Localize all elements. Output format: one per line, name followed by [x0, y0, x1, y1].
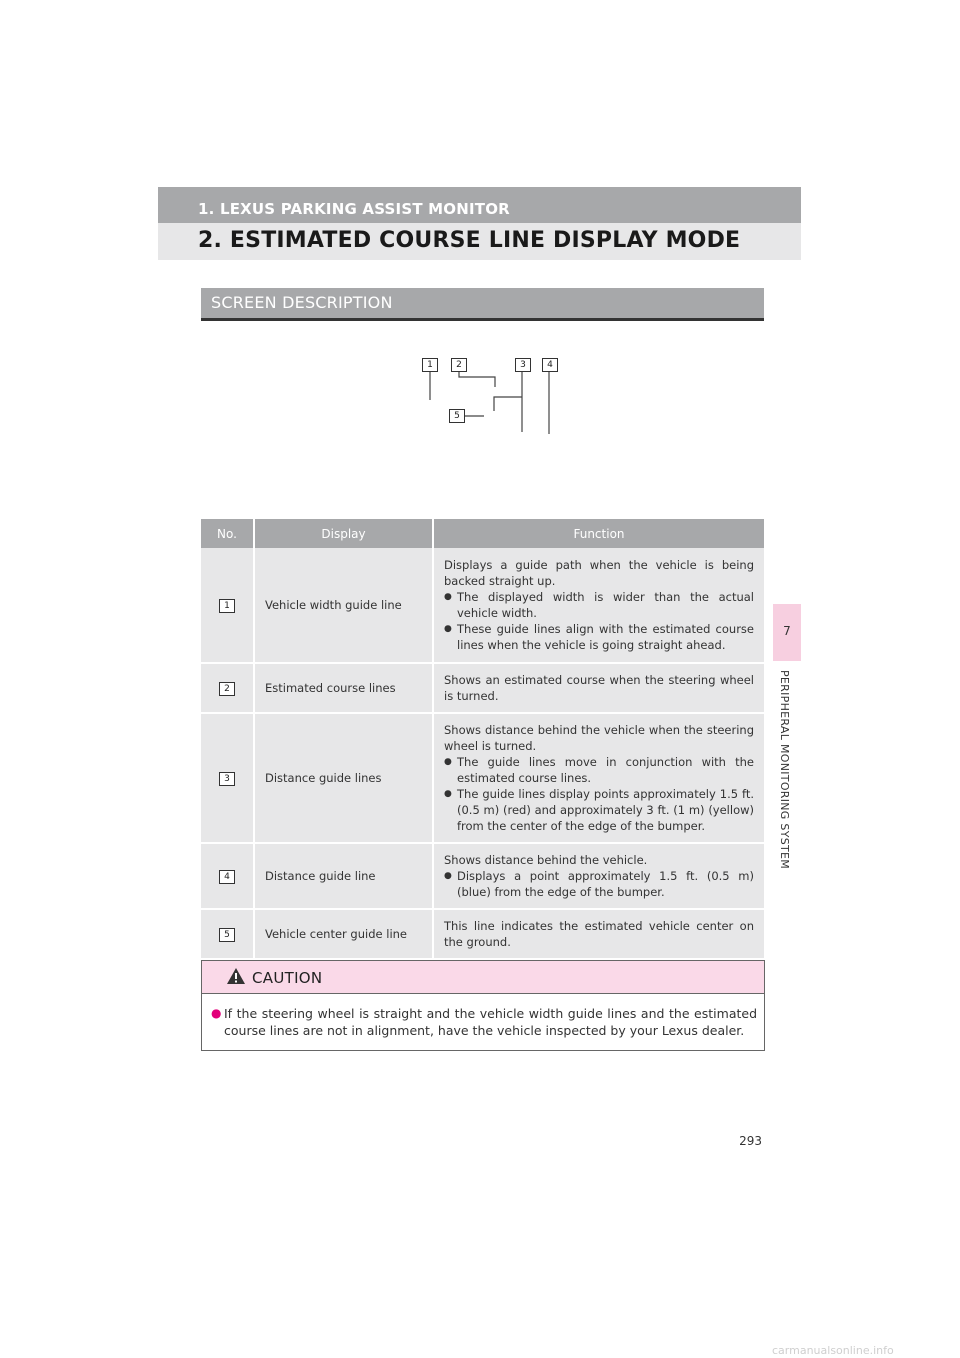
row-number-badge: 5 — [219, 928, 235, 942]
row-number-badge: 2 — [219, 682, 235, 696]
row-display: Distance guide line — [254, 843, 433, 909]
row-number-badge: 3 — [219, 772, 235, 786]
caution-bullet-icon: ● — [211, 1006, 222, 1020]
callout-4: 4 — [542, 358, 558, 372]
header-no: No. — [201, 519, 254, 548]
row-display: Estimated course lines — [254, 663, 433, 713]
page-number: 293 — [739, 1134, 762, 1148]
callout-5: 5 — [449, 409, 465, 423]
warning-icon — [226, 967, 246, 985]
row-number-cell — [201, 548, 254, 663]
caution-title: CAUTION — [252, 969, 323, 987]
table-row — [201, 548, 764, 663]
chapter-number: 7 — [783, 624, 791, 638]
row-function-intro: Shows an estimated course when the steering wheel is turned. — [444, 673, 754, 703]
row-number-badge: 1 — [219, 599, 235, 613]
row-function — [433, 713, 764, 843]
watermark: carmanualsonline.info — [772, 1344, 894, 1357]
chapter-label-text: PERIPHERAL MONITORING SYSTEM — [778, 670, 791, 870]
table-row — [201, 909, 764, 959]
row-display: Distance guide lines — [254, 713, 433, 843]
row-function-intro: Displays a guide path when the vehicle is being backed straight up. — [444, 558, 754, 588]
row-number-cell — [201, 663, 254, 713]
table-row — [201, 663, 764, 713]
leader-line-3-branch — [494, 397, 522, 411]
row-number-cell — [201, 843, 254, 909]
table-header-row — [201, 519, 764, 548]
row-function-bullet: ● Displays a point approximately 1.5 ft. (0.5 m) (blue) from the edge of the bumper. — [444, 868, 754, 900]
row-function-bullet: ● These guide lines align with the estimated course lines when the vehicle is going straight ahead. — [444, 621, 754, 653]
row-function-intro: This line indicates the estimated vehicle center on the ground. — [444, 919, 754, 949]
table-row — [201, 713, 764, 843]
section-heading-text: SCREEN DESCRIPTION — [211, 293, 393, 312]
row-function — [433, 548, 764, 663]
page-title: 2. ESTIMATED COURSE LINE DISPLAY MODE — [198, 228, 741, 253]
callout-3: 3 — [515, 358, 531, 372]
row-display: Vehicle width guide line — [254, 548, 433, 663]
header-display: Display — [254, 519, 433, 548]
row-function — [433, 909, 764, 959]
caution-box — [201, 960, 765, 1051]
caution-header — [202, 961, 764, 994]
row-function-bullet: ● The guide lines move in conjunction with the estimated course lines. — [444, 754, 754, 786]
function-table — [201, 519, 764, 960]
row-display: Vehicle center guide line — [254, 909, 433, 959]
row-number-badge: 4 — [219, 870, 235, 884]
row-function-intro: Shows distance behind the vehicle when the steering wheel is turned. — [444, 723, 754, 753]
caution-text: If the steering wheel is straight and the vehicle width guide lines and the estimated course lines are not in alignment, have the vehicle inspected by your Lexus dealer. — [224, 1006, 757, 1038]
leader-line-2 — [459, 371, 495, 387]
table-row — [201, 843, 764, 909]
callout-1: 1 — [422, 358, 438, 372]
header-function: Function — [433, 519, 764, 548]
row-number-cell — [201, 909, 254, 959]
section-title: 1. LEXUS PARKING ASSIST MONITOR — [198, 200, 510, 218]
row-function-intro: Shows distance behind the vehicle. — [444, 853, 648, 867]
row-number-cell — [201, 713, 254, 843]
caution-body — [212, 1005, 757, 1039]
row-function-bullet: ● The guide lines display points approximately 1.5 ft. (0.5 m) (red) and approximately 3 ft. (1 m) (yellow) from the center of the edge of the bumper. — [444, 786, 754, 834]
callout-2: 2 — [451, 358, 467, 372]
row-function-bullet: ● The displayed width is wider than the actual vehicle width. — [444, 589, 754, 621]
row-function — [433, 843, 764, 909]
row-function — [433, 663, 764, 713]
